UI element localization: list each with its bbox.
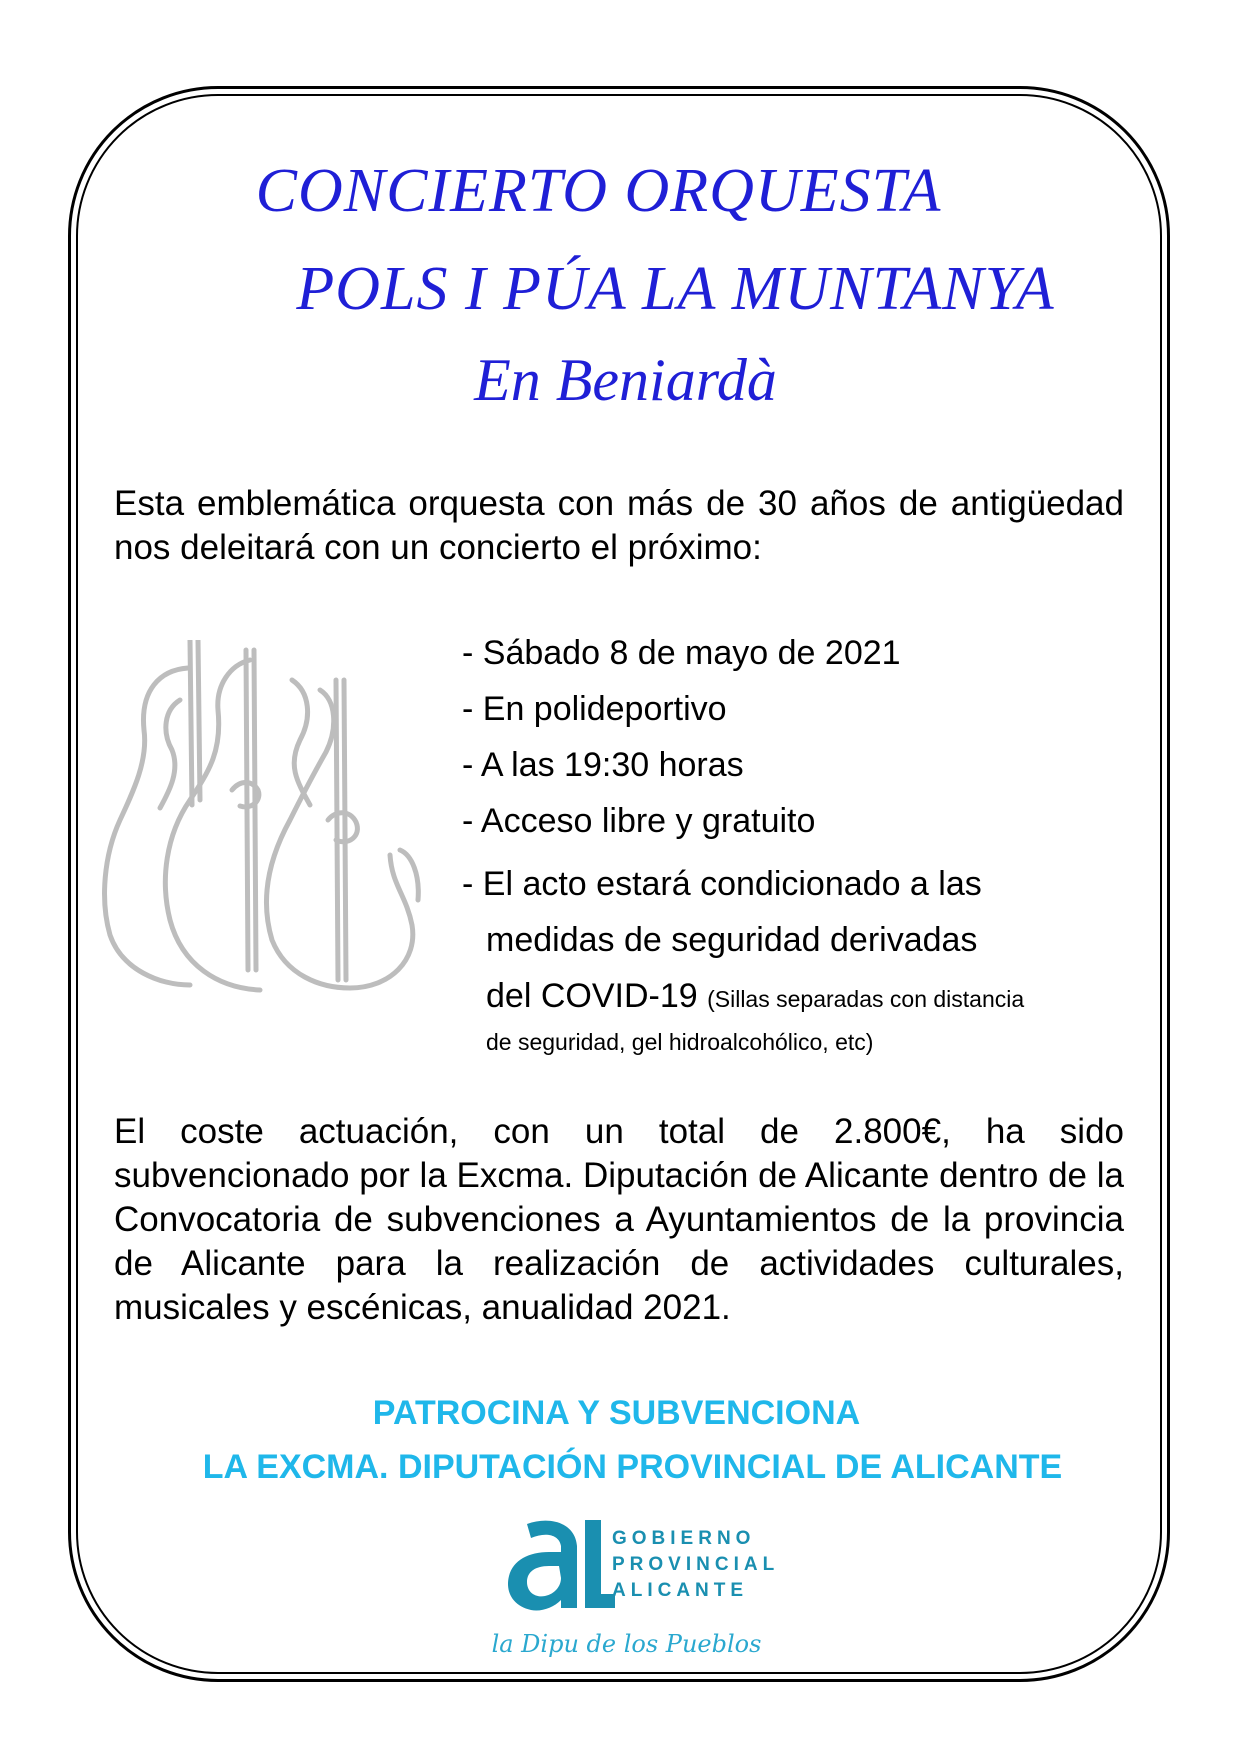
guitars-illustration: [100, 640, 460, 1030]
detail-covid: [462, 856, 1142, 1057]
intro-paragraph: Esta emblemática orquesta con más de 30 años de antigüedad nos deleitará con un concierto el próximo:: [114, 484, 1124, 567]
title-line-1: CONCIERTO ORQUESTA: [255, 157, 942, 225]
covid-line-2: medidas de seguridad derivadas: [486, 921, 978, 959]
title-line-2: POLS I PÚA LA MUNTANYA: [296, 255, 1055, 323]
logo-text: [612, 1526, 779, 1604]
sponsor-line-1: PATROCINA Y SUBVENCIONA: [372, 1394, 861, 1432]
detail-time: - A las 19:30 horas: [462, 746, 744, 784]
sponsor-line-2: LA EXCMA. DIPUTACIÓN PROVINCIAL DE ALICANTE: [202, 1448, 1063, 1486]
funding-paragraph: El coste actuación, con un total de 2.800€, ha sido subvencionado por la Excma. Diputación de Alicante dentro de la Convocatoria de subvenciones a Ayuntamientos de la provincia de Alicante para la realización de actividades culturales, musicales y escénicas, anualidad 2021.: [114, 1112, 1124, 1327]
detail-place: - En polideportivo: [462, 690, 727, 728]
covid-note-1: (Sillas separadas con distancia: [707, 986, 1025, 1012]
title-line-3: En Beniardà: [474, 347, 777, 413]
covid-line-3-wrap: [462, 968, 1142, 1027]
covid-line-1: - El acto estará condicionado a las: [462, 865, 982, 903]
covid-note-2: de seguridad, gel hidroalcohólico, etc): [486, 1029, 874, 1055]
logo-tagline: la Dipu de los Pueblos: [491, 1630, 762, 1658]
detail-date: - Sábado 8 de mayo de 2021: [462, 634, 901, 672]
covid-line-3: del COVID-19: [486, 977, 698, 1015]
logo-line-1: GOBIERNO: [612, 1528, 756, 1549]
logo-line-3: ALICANTE: [612, 1580, 749, 1601]
event-details: [462, 632, 1142, 1071]
logo-line-2: PROVINCIAL: [612, 1554, 780, 1575]
detail-access: - Acceso libre y gratuito: [462, 802, 816, 840]
